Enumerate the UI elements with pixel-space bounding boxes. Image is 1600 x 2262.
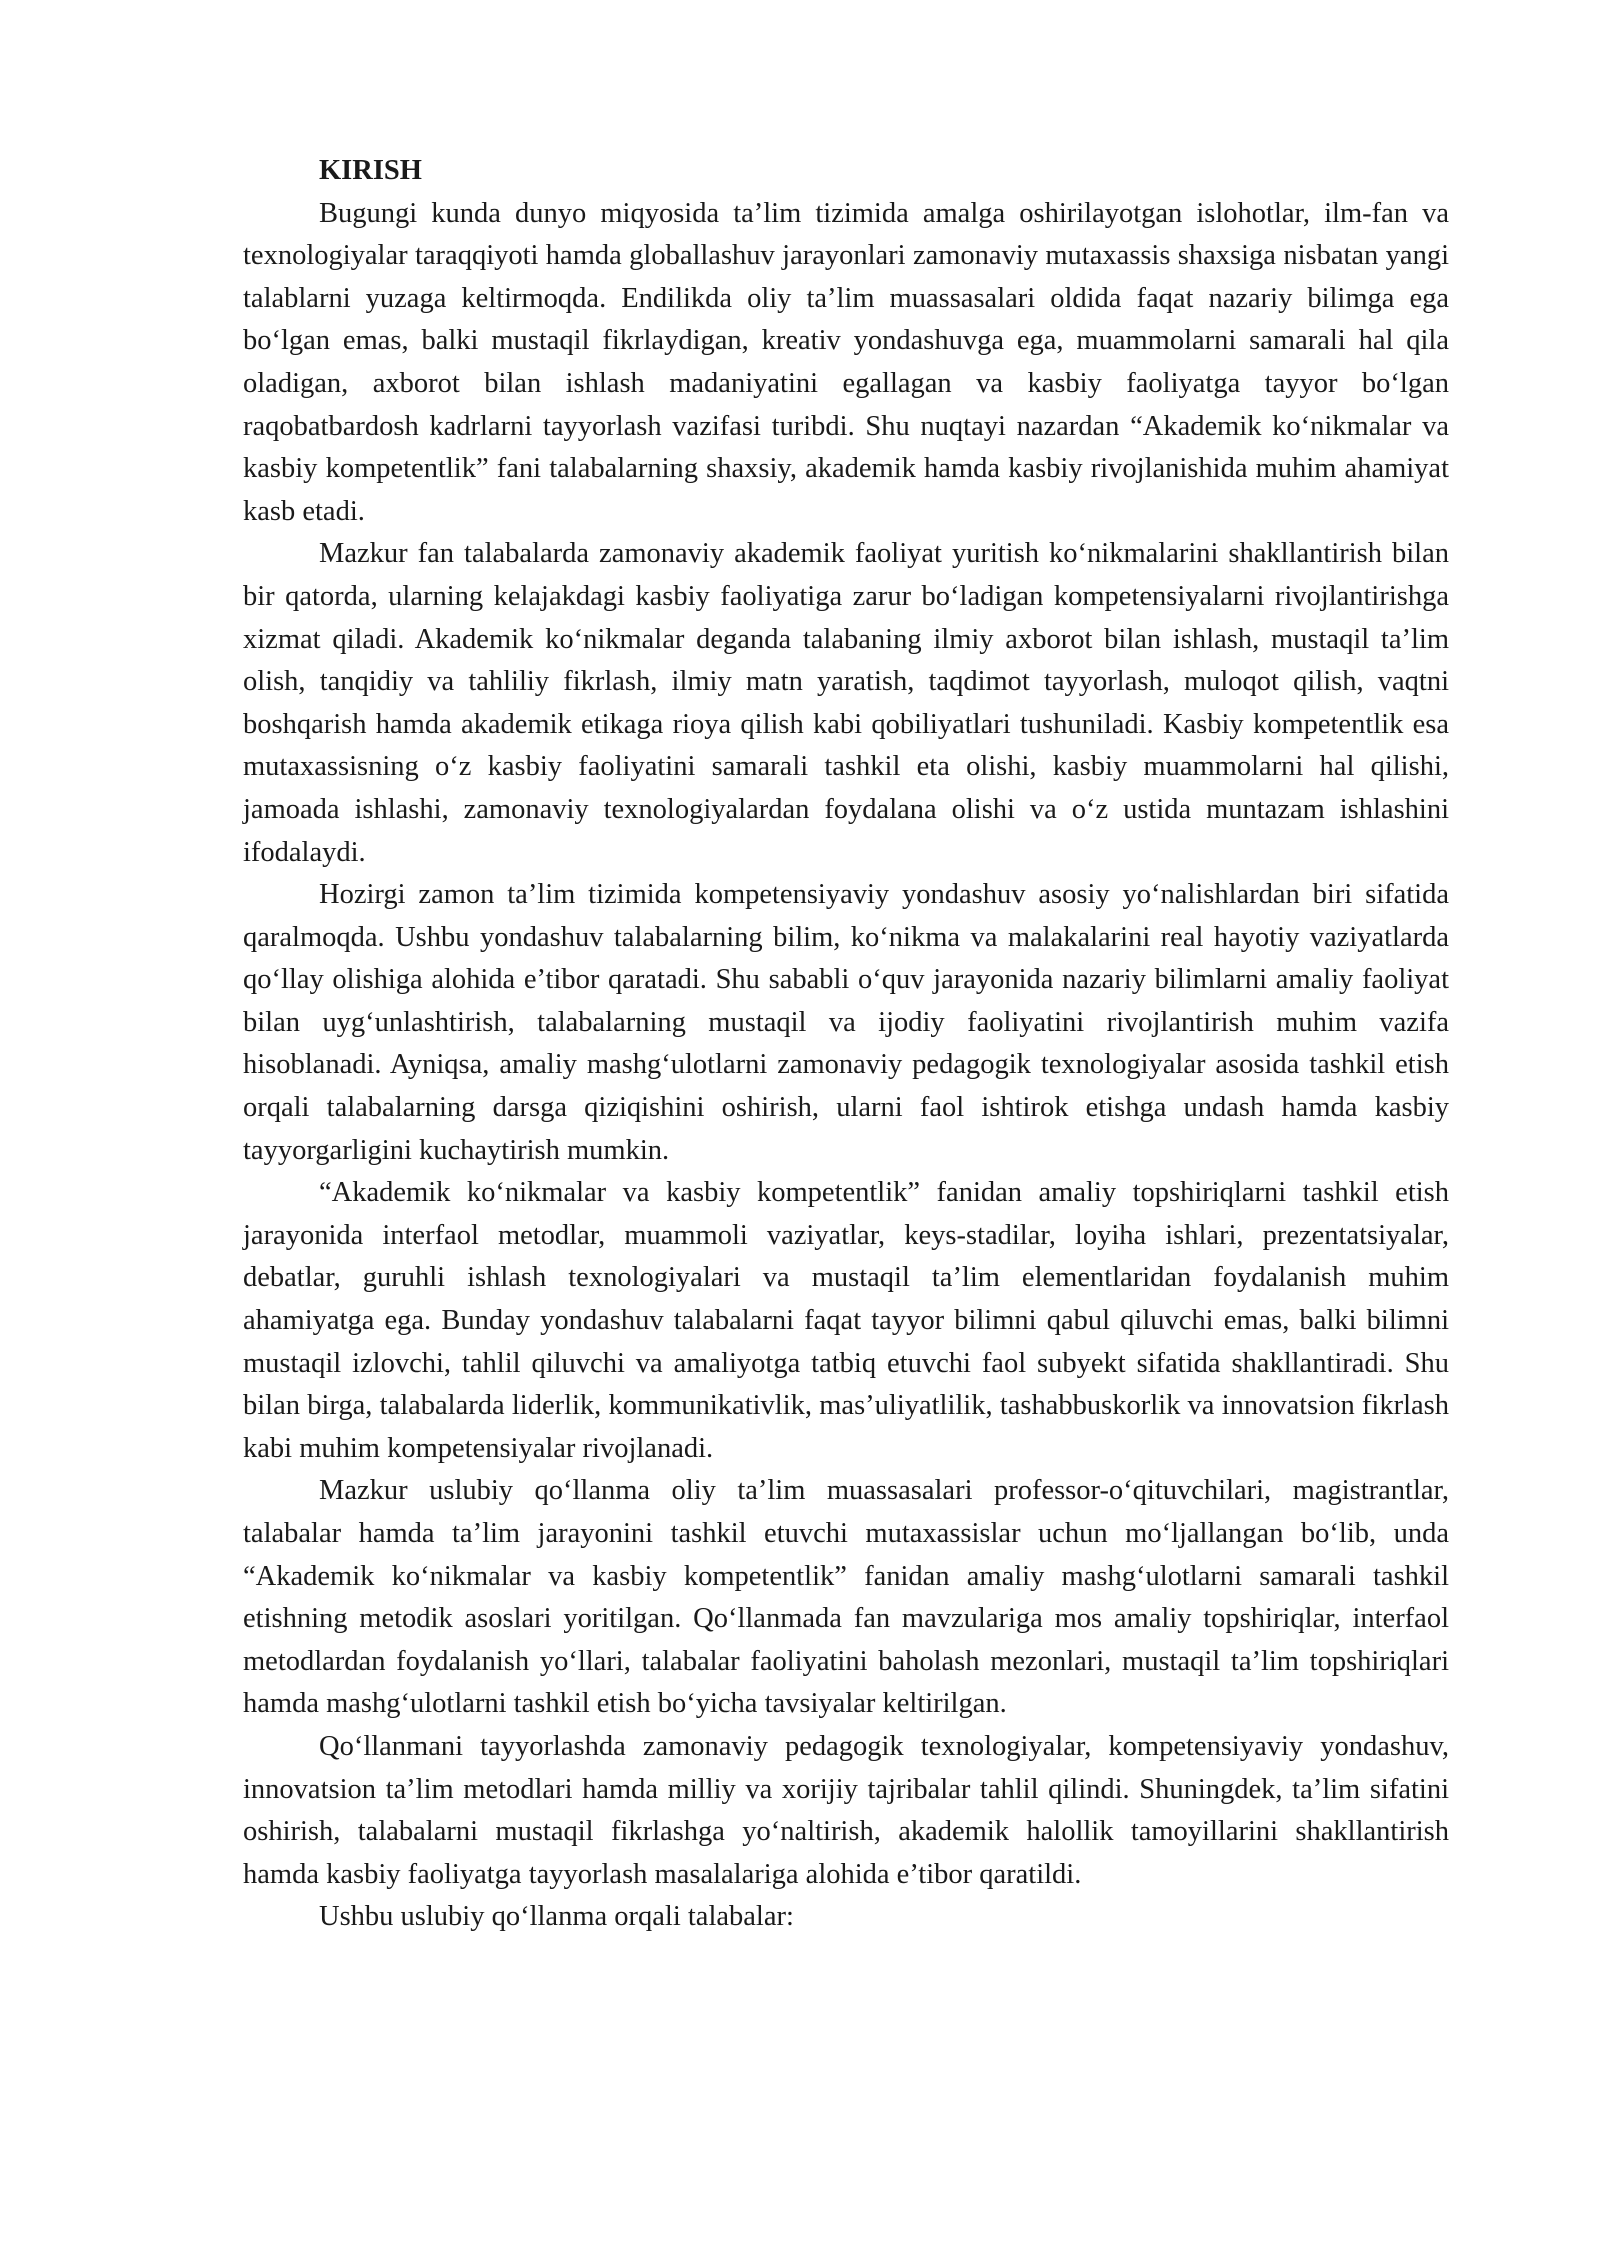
paragraph-2: Mazkur fan talabalarda zamonaviy akademik faoliyat yuritish ko‘nikmalarini shakllantirish bilan bir qatorda, ularning kelajakdagi kasbiy faoliyatiga zarur bo‘ladigan kompetensiyalarni rivojlantirishga xizmat qiladi. Akademik ko‘nikmalar deganda talabaning ilmiy axborot bilan ishlash, mustaqil ta’lim olish, tanqidiy va tahliliy fikrlash, ilmiy matn yaratish, taqdimot tayyorlash, muloqot qilish, vaqtni boshqarish hamda akademik etikaga rioya qilish kabi qobiliyatlari tushuniladi. Kasbiy kompetentlik esa mutaxassisning o‘z kasbiy faoliyatini samarali tashkil eta olishi, kasbiy muammolarni hal qilishi, jamoada ishlashi, zamonaviy texnologiyalardan foydalana olishi va o‘z ustida muntazam ishlashini ifodalaydi.: [243, 538, 1449, 868]
paragraph-6: Qo‘llanmani tayyorlashda zamonaviy pedagogik texnologiyalar, kompetensiyaviy yondashuv, innovatsion ta’lim metodlari hamda milliy va xorijiy tajribalar tahlil qilindi. Shuningdek, ta’lim sifatini oshirish, talabalarni mustaqil fikrlashga yo‘naltirish, akademik halollik tamoyillarini shakllantirish hamda kasbiy faoliyatga tayyorlash masalalariga alohida e’tibor qaratildi.: [243, 1730, 1449, 1890]
paragraph-3: Hozirgi zamon ta’lim tizimida kompetensiyaviy yondashuv asosiy yo‘nalishlardan biri sifatida qaralmoqda. Ushbu yondashuv talabalarning bilim, ko‘nikma va malakalarini real hayotiy vaziyatlarda qo‘llay olishiga alohida e’tibor qaratadi. Shu sababli o‘quv jarayonida nazariy bilimlarni amaliy faoliyat bilan uyg‘unlashtirish, talabalarning mustaqil va ijodiy faoliyatini rivojlantirish muhim vazifa hisoblanadi. Ayniqsa, amaliy mashg‘ulotlarni zamonaviy pedagogik texnologiyalar asosida tashkil etish orqali talabalarning darsga qiziqishini oshirish, ularni faol ishtirok etishga undash hamda kasbiy tayyorgarligini kuchaytirish mumkin.: [243, 879, 1449, 1166]
document-page: [243, 150, 1449, 1939]
paragraph-1: Bugungi kunda dunyo miqyosida ta’lim tizimida amalga oshirilayotgan islohotlar, ilm-fan va texnologiyalar taraqqiyoti hamda globallashuv jarayonlari zamonaviy mutaxassis shaxsiga nisbatan yangi talablarni yuzaga keltirmoqda. Endilikda oliy ta’lim muassasalari oldida faqat nazariy bilimga ega bo‘lgan emas, balki mustaqil fikrlaydigan, kreativ yondashuvga ega, muammolarni samarali hal qila oladigan, axborot bilan ishlash madaniyatini egallagan va kasbiy faoliyatga tayyor bo‘lgan raqobatbardosh kadrlarni tayyorlash vazifasi turibdi. Shu nuqtayi nazardan “Akademik ko‘nikmalar va kasbiy kompetentlik” fani talabalarning shaxsiy, akademik hamda kasbiy rivojlanishida muhim ahamiyat kasb etadi.: [243, 197, 1449, 527]
paragraph-5: Mazkur uslubiy qo‘llanma oliy ta’lim muassasalari professor-o‘qituvchilari, magistrantlar, talabalar hamda ta’lim jarayonini tashkil etuvchi mutaxassislar uchun mo‘ljallangan bo‘lib, unda “Akademik ko‘nikmalar va kasbiy kompetentlik” fanidan amaliy mashg‘ulotlarni samarali tashkil etishning metodik asoslari yoritilgan. Qo‘llanmada fan mavzulariga mos amaliy topshiriqlar, interfaol metodlardan foydalanish yo‘llari, talabalar faoliyatini baholash mezonlari, mustaqil ta’lim topshiriqlari hamda mashg‘ulotlarni tashkil etish bo‘yicha tavsiyalar keltirilgan.: [243, 1475, 1449, 1720]
paragraph-7: Ushbu uslubiy qo‘llanma orqali talabalar:: [319, 1901, 794, 1933]
paragraph-4: “Akademik ko‘nikmalar va kasbiy kompetentlik” fanidan amaliy topshiriqlarni tashkil etish jarayonida interfaol metodlar, muammoli vaziyatlar, keys-stadilar, loyiha ishlari, prezentatsiyalar, debatlar, guruhli ishlash texnologiyalari va mustaqil ta’lim elementlaridan foydalanish muhim ahamiyatga ega. Bunday yondashuv talabalarni faqat tayyor bilimni qabul qiluvchi emas, balki bilimni mustaqil izlovchi, tahlil qiluvchi va amaliyotga tatbiq etuvchi faol subyekt sifatida shakllantiradi. Shu bilan birga, talabalarda liderlik, kommunikativlik, mas’uliyatlilik, tashabbuskorlik va innovatsion fikrlash kabi muhim kompetensiyalar rivojlanadi.: [243, 1177, 1449, 1464]
section-heading: KIRISH: [319, 155, 422, 186]
